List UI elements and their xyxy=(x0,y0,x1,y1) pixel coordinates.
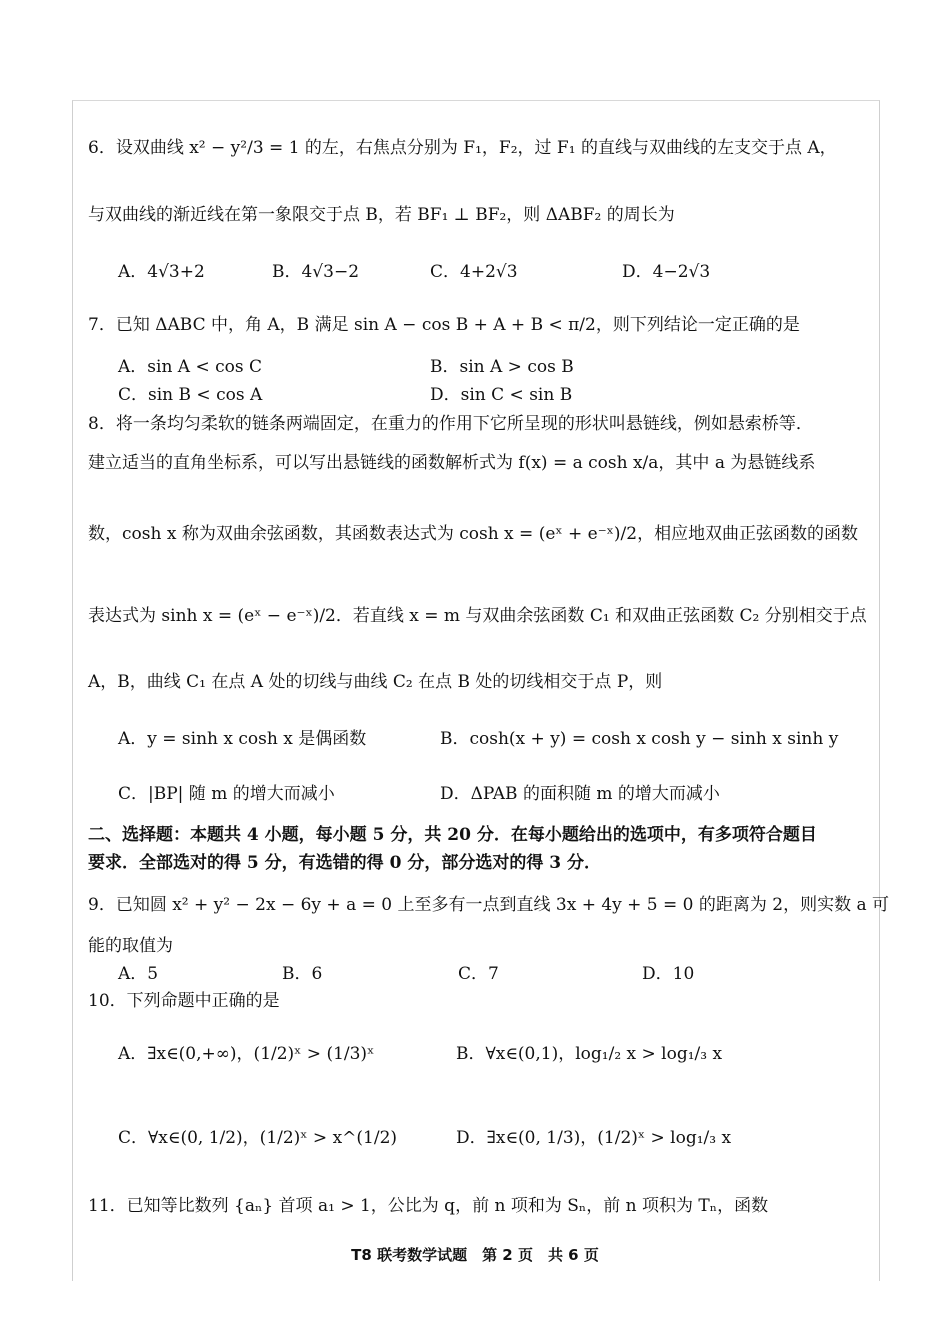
q10-stem: 10．下列命题中正确的是 xyxy=(88,991,280,1011)
q9-option-b: B．6 xyxy=(282,964,323,984)
q8-stem-line2: 建立适当的直角坐标系，可以写出悬链线的函数解析式为 f(x) = a cosh x/a，其中 a 为悬链线系 xyxy=(88,453,816,473)
q9-option-c: C．7 xyxy=(458,964,499,984)
q7-option-b: B．sin A > cos B xyxy=(430,357,574,377)
q9-stem-line2: 能的取值为 xyxy=(88,936,173,956)
q8-option-c: C．|BP| 随 m 的增大而减小 xyxy=(118,784,335,804)
section2-heading-line1: 二、选择题：本题共 4 小题，每小题 5 分，共 20 分．在每小题给出的选项中，有多项符合题目 xyxy=(88,825,817,845)
q10-option-b: B．∀x∈(0,1)，log₁/₂ x > log₁/₃ x xyxy=(456,1044,723,1064)
q9-option-d: D．10 xyxy=(642,964,695,984)
q10-option-d: D．∃x∈(0, 1/3)，(1/2)ˣ > log₁/₃ x xyxy=(456,1128,732,1148)
q6-stem-line2: 与双曲线的渐近线在第一象限交于点 B，若 BF₁ ⊥ BF₂，则 ΔABF₂ 的周长为 xyxy=(88,205,675,225)
q8-option-a: A．y = sinh x cosh x 是偶函数 xyxy=(118,729,367,749)
q8-stem-line4: 表达式为 sinh x = (eˣ − e⁻ˣ)/2．若直线 x = m 与双曲余弦函数 C₁ 和双曲正弦函数 C₂ 分别相交于点 xyxy=(88,606,867,626)
q6-option-b: B．4√3−2 xyxy=(272,262,360,282)
q11-stem: 11．已知等比数列 {aₙ} 首项 a₁ > 1，公比为 q，前 n 项和为 Sₙ，前 n 项积为 Tₙ，函数 xyxy=(88,1196,769,1216)
q7-stem: 7．已知 ΔABC 中，角 A，B 满足 sin A − cos B + A + B < π/2，则下列结论一定正确的是 xyxy=(88,315,800,335)
q7-option-a: A．sin A < cos C xyxy=(118,357,263,377)
q8-option-d: D．ΔPAB 的面积随 m 的增大而减小 xyxy=(440,784,720,804)
q6-option-d: D．4−2√3 xyxy=(622,262,711,282)
q10-option-a: A．∃x∈(0,+∞)，(1/2)ˣ > (1/3)ˣ xyxy=(118,1044,375,1064)
q9-stem-line1: 9．已知圆 x² + y² − 2x − 6y + a = 0 上至多有一点到直线 3x + 4y + 5 = 0 的距离为 2，则实数 a 可 xyxy=(88,895,890,915)
q8-stem-line3: 数，cosh x 称为双曲余弦函数，其函数表达式为 cosh x = (eˣ + e⁻ˣ)/2，相应地双曲正弦函数的函数 xyxy=(88,524,859,544)
q6-option-c: C．4+2√3 xyxy=(430,262,518,282)
q8-stem-line1: 8．将一条均匀柔软的链条两端固定，在重力的作用下它所呈现的形状叫悬链线，例如悬索桥等． xyxy=(88,414,813,434)
q8-stem-line5: A，B，曲线 C₁ 在点 A 处的切线与曲线 C₂ 在点 B 处的切线相交于点 P，则 xyxy=(88,672,663,692)
section2-heading-line2: 要求．全部选对的得 5 分，有选错的得 0 分，部分选对的得 3 分． xyxy=(88,853,601,873)
page-footer: T8 联考数学试题 第 2 页 共 6 页 xyxy=(351,1246,599,1264)
q7-option-d: D．sin C < sin B xyxy=(430,385,573,405)
q6-option-a: A．4√3+2 xyxy=(118,262,205,282)
q8-option-b: B．cosh(x + y) = cosh x cosh y − sinh x sinh y xyxy=(440,729,839,749)
q9-option-a: A．5 xyxy=(118,964,159,984)
q10-option-c: C．∀x∈(0, 1/2)，(1/2)ˣ > x^(1/2) xyxy=(118,1128,398,1148)
q7-option-c: C．sin B < cos A xyxy=(118,385,263,405)
q6-stem-line1: 6．设双曲线 x² − y²/3 = 1 的左，右焦点分别为 F₁，F₂，过 F₁ 的直线与双曲线的左支交于点 A， xyxy=(88,138,837,158)
